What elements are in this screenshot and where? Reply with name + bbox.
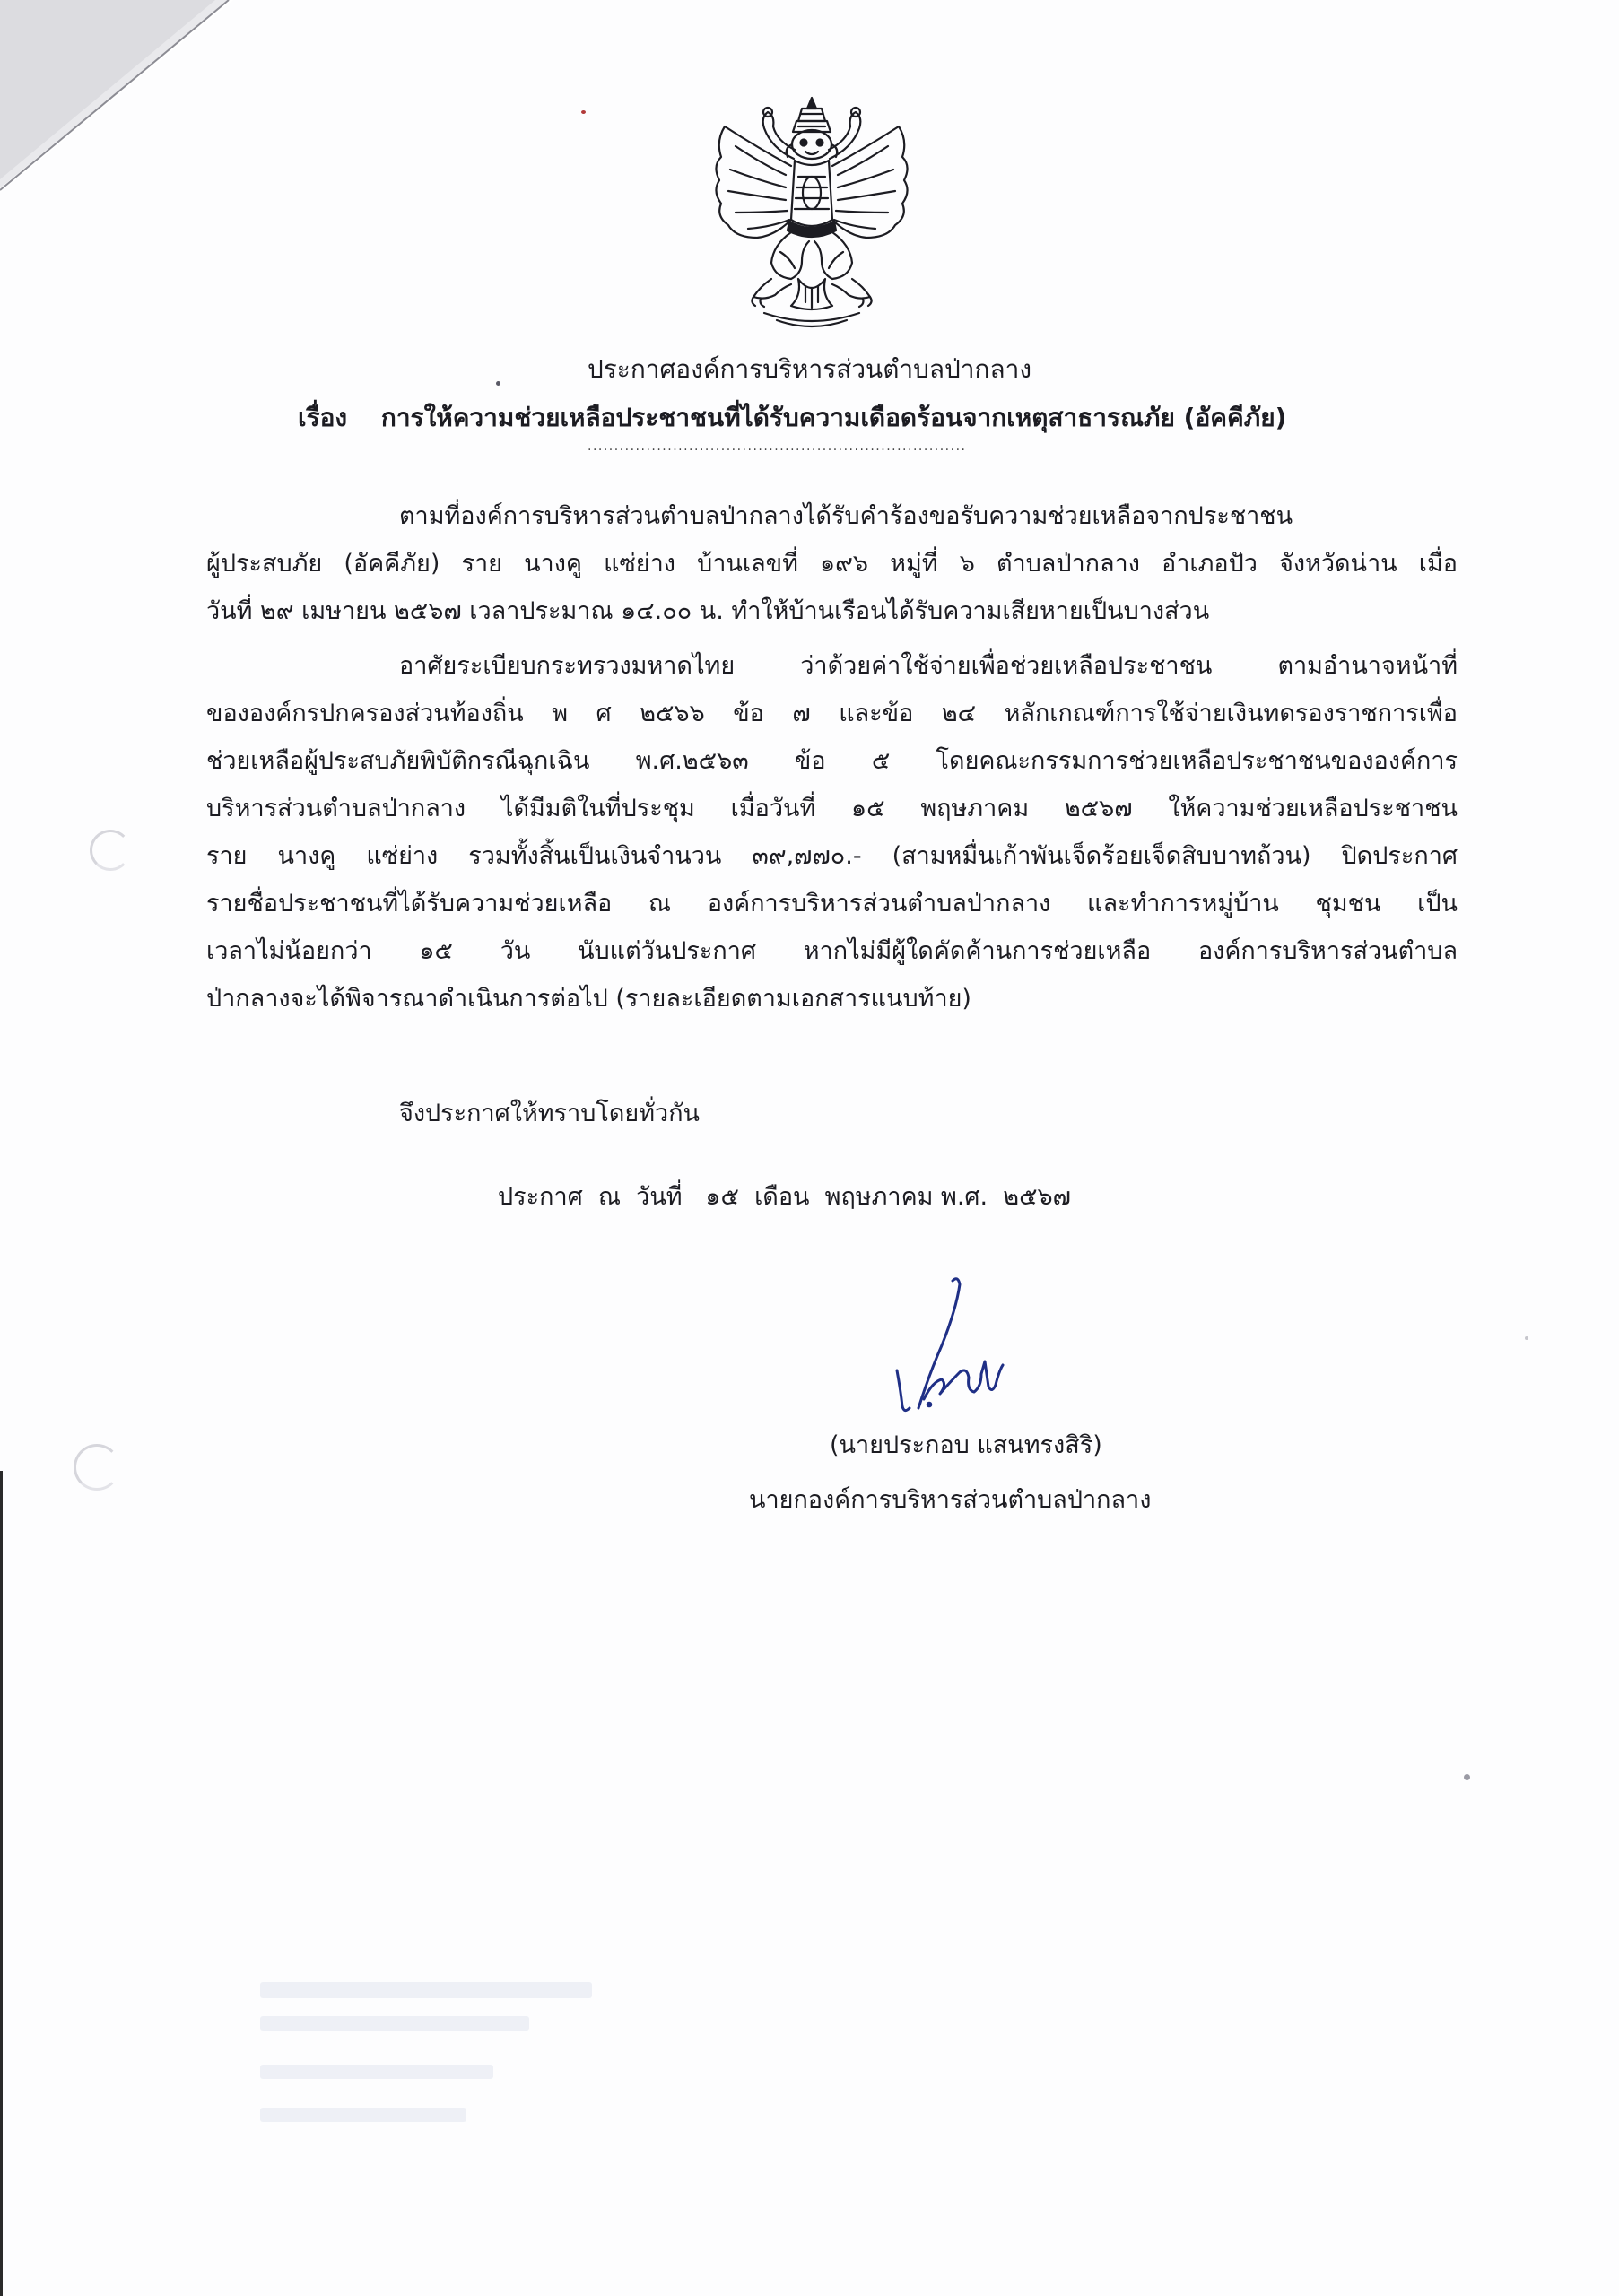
punch-hole-upper [90,830,131,871]
paragraph1-line-1: ตามที่องค์การบริหารส่วนตำบลป่ากลางได้รับคำร้องขอรับความช่วยเหลือจากประชาชน [399,502,1293,530]
subject-label: เรื่อง [298,403,348,432]
bleed-through-mark [260,2108,466,2122]
signatory-name: (นายประกอบ แสนทรงสิริ) [830,1431,1102,1459]
scan-speck [1525,1336,1528,1340]
announcement-title: ประกาศองค์การบริหารส่วนตำบลป่ากลาง [587,354,1032,384]
announcement-date: ประกาศ ณ วันที่ ๑๕ เดือน พฤษภาคม พ.ศ. ๒๕๖๗ [498,1183,1071,1211]
scan-speck [1464,1774,1470,1780]
bleed-through-mark [260,1982,592,1998]
scan-edge-shadow [0,1471,3,2296]
signatory-position: นายกองค์การบริหารส่วนตำบลป่ากลาง [749,1486,1152,1514]
subject-text: การให้ความช่วยเหลือประชาชนที่ได้รับความเดือดร้อนจากเหตุสาธารณภัย (อัคคีภัย) [380,403,1287,432]
handwritten-signature [870,1274,1031,1422]
folded-corner [0,0,233,193]
closing-statement: จึงประกาศให้ทราบโดยทั่วกัน [399,1100,700,1127]
punch-hole-lower [74,1444,120,1491]
separator-dots: ....................................................................... [588,439,967,454]
paragraph2-line-7: เวลาไม่น้อยกว่า ๑๕ วัน นับแต่วันประกาศ หากไม่มีผู้ใดคัดค้านการช่วยเหลือ องค์การบริหารส่วนตำบล [206,937,1458,965]
paragraph2-line-3: ช่วยเหลือผู้ประสบภัยพิบัติกรณีฉุกเฉิน พ.ศ.๒๕๖๓ ข้อ ๕ โดยคณะกรรมการช่วยเหลือประชาชนขององค์การ [206,747,1458,775]
paragraph1-line-2: ผู้ประสบภัย (อัคคีภัย) ราย นางคู แซ่ย่าง บ้านเลขที่ ๑๙๖ หมู่ที่ ๖ ตำบลป่ากลาง อำเภอปัว จังหวัดน่าน เมื่อ [206,550,1458,578]
bleed-through-mark [260,2016,529,2031]
garuda-emblem-icon [709,94,915,335]
scan-speck [581,110,586,114]
paragraph2-line-6: รายชื่อประชาชนที่ได้รับความช่วยเหลือ ณ องค์การบริหารส่วนตำบลป่ากลาง และทำการหมู่บ้าน ชุมชน เป็น [206,890,1458,918]
paragraph1-line-3: วันที่ ๒๙ เมษายน ๒๕๖๗ เวลาประมาณ ๑๔.๐๐ น. ทำให้บ้านเรือนได้รับความเสียหายเป็นบางส่วน [206,597,1210,625]
paragraph2-line-4: บริหารส่วนตำบลป่ากลาง ได้มีมติในที่ประชุม เมื่อวันที่ ๑๕ พฤษภาคม ๒๕๖๗ ให้ความช่วยเหลือประชาชน [206,795,1458,822]
paragraph2-line-2: ขององค์กรปกครองส่วนท้องถิ่น พ ศ ๒๕๖๖ ข้อ ๗ และข้อ ๒๔ หลักเกณฑ์การใช้จ่ายเงินทดรองราชการเพื่อ [206,700,1458,727]
bleed-through-mark [260,2065,493,2079]
subject-line [298,400,1286,436]
paragraph2-line-1: อาศัยระเบียบกระทรวงมหาดไทย ว่าด้วยค่าใช้จ่ายเพื่อช่วยเหลือประชาชน ตามอำนาจหน้าที่ [399,652,1458,680]
paragraph2-line-5: ราย นางคู แซ่ย่าง รวมทั้งสิ้นเป็นเงินจำนวน ๓๙,๗๗๐.- (สามหมื่นเก้าพันเจ็ดร้อยเจ็ดสิบบาทถ้วน) ปิดประกาศ [206,842,1458,870]
paragraph2-line-8: ป่ากลางจะได้พิจารณาดำเนินการต่อไป (รายละเอียดตามเอกสารแนบท้าย) [206,985,971,1013]
